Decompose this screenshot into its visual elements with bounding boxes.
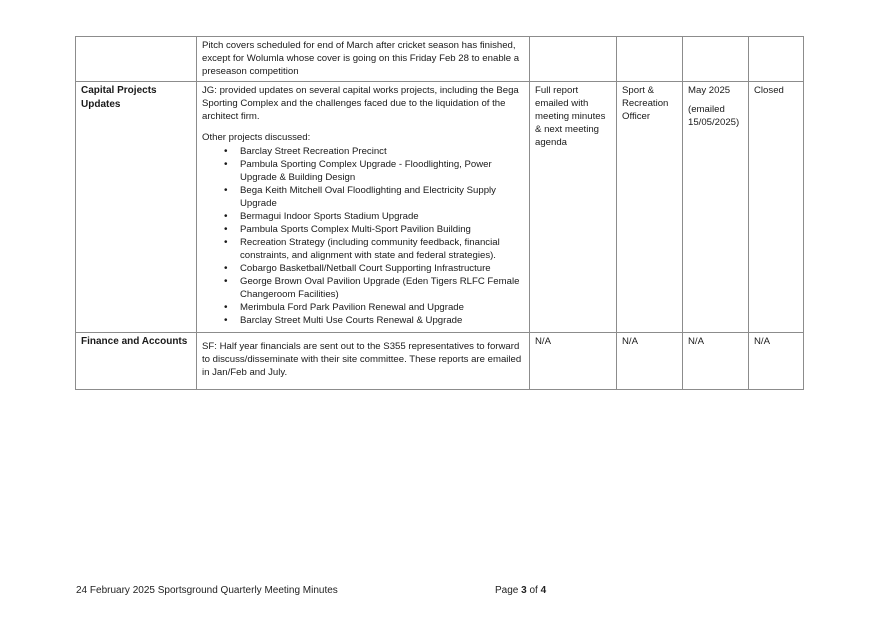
discussion-text: JG: provided updates on several capital works projects, including the Bega Sporting Complex and the challenges faced due to the liquidation of the architect firm. — [202, 85, 519, 122]
status-cell: Closed — [749, 82, 804, 333]
page-of: of — [526, 585, 541, 596]
table-row — [76, 37, 804, 82]
status-cell: N/A — [749, 333, 804, 390]
action-cell — [530, 37, 617, 82]
discussion-cell — [197, 333, 530, 390]
list-item: • Barclay Street Recreation Precinct — [240, 145, 524, 158]
status-cell — [749, 37, 804, 82]
list-item: • Bega Keith Mitchell Oval Floodlighting and Electricity Supply Upgrade — [240, 184, 524, 210]
responsible-cell: N/A — [617, 333, 683, 390]
due-note: (emailed 15/05/2025) — [688, 104, 740, 128]
projects-list — [202, 145, 524, 327]
discussion-text: Pitch covers scheduled for end of March after cricket season has finished, except for Wolumla whose cover is going on this Friday Feb 28 to enable a preseason competition — [202, 40, 520, 77]
discussion-text: SF: Half year financials are sent out to the S355 representatives to forward to discuss/disseminate with their site committee. These reports are emailed in Jan/Feb and July. — [202, 341, 522, 378]
list-item: • Recreation Strategy (including community feedback, financial constraints, and alignment with state and federal strategies). — [240, 236, 524, 262]
item-cell: Capital Projects Updates — [76, 82, 197, 333]
list-item: • Bermagui Indoor Sports Stadium Upgrade — [240, 210, 524, 223]
footer-title: 24 February 2025 Sportsground Quarterly Meeting Minutes — [76, 585, 338, 596]
list-item: • Merimbula Ford Park Pavilion Renewal and Upgrade — [240, 301, 524, 314]
page-number — [495, 585, 546, 596]
table-row — [76, 333, 804, 390]
list-item: • Cobargo Basketball/Netball Court Supporting Infrastructure — [240, 262, 524, 275]
discussion-subheading: Other projects discussed: — [202, 132, 311, 143]
action-cell: Full report emailed with meeting minutes & next meeting agenda — [530, 82, 617, 333]
page-current: 3 — [521, 585, 527, 596]
due-date: May 2025 — [688, 85, 731, 96]
list-item: • Barclay Street Multi Use Courts Renewal & Upgrade — [240, 314, 524, 327]
list-item: • George Brown Oval Pavilion Upgrade (Eden Tigers RLFC Female Changeroom Facilities) — [240, 275, 524, 301]
list-item: • Pambula Sports Complex Multi-Sport Pavilion Building — [240, 223, 524, 236]
due-cell — [683, 82, 749, 333]
responsible-cell — [617, 37, 683, 82]
page-total: 4 — [540, 585, 547, 596]
page-prefix: Page — [495, 585, 522, 596]
minutes-table — [75, 36, 804, 390]
action-cell: N/A — [530, 333, 617, 390]
discussion-cell — [197, 37, 530, 82]
due-cell: N/A — [683, 333, 749, 390]
discussion-cell — [197, 82, 530, 333]
item-cell: Finance and Accounts — [76, 333, 197, 390]
item-cell — [76, 37, 197, 82]
table-row — [76, 82, 804, 333]
responsible-cell: Sport & Recreation Officer — [617, 82, 683, 333]
due-cell — [683, 37, 749, 82]
list-item: • Pambula Sporting Complex Upgrade - Floodlighting, Power Upgrade & Building Design — [240, 158, 524, 184]
